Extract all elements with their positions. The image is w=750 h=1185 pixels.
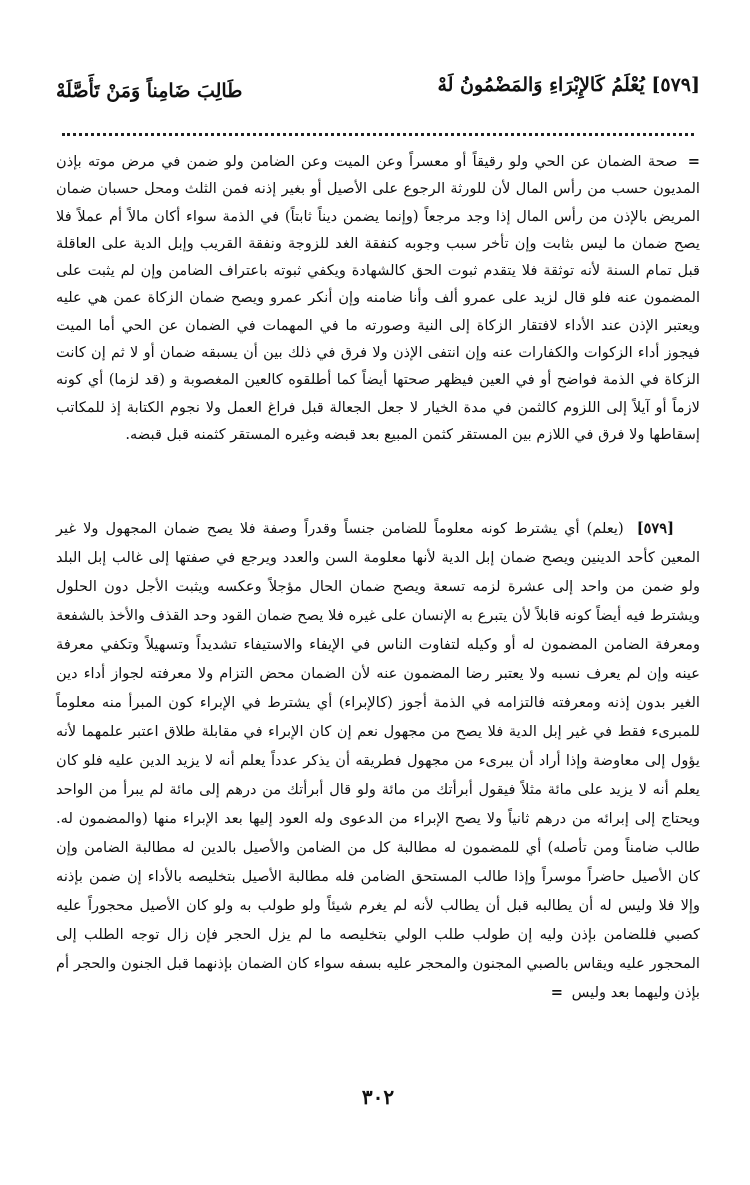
verse-first-hemistich: [٥٧٩] يُعْلَمُ كَالإِبْرَاءِ وَالمَضْمُونُ لَهْ	[437, 74, 700, 96]
continuation-marker-end: =	[550, 984, 563, 1001]
main-body-text	[56, 514, 700, 1074]
book-page	[56, 0, 700, 1185]
page-number: ٣٠٢	[361, 1085, 395, 1109]
footnote-commentary	[56, 148, 700, 520]
paragraph-number: [٥٧٩]	[636, 520, 675, 537]
dotted-separator	[62, 133, 694, 136]
verse-second-hemistich: طَالِبَ ضَامِناً وَمَنْ تَأَصَّلَهْ	[56, 80, 243, 102]
commentary-text: صحة الضمان عن الحي ولو رقيقاً أو معسراً وعن الميت وعن الضامن ولو ضمن في مرض موته بإذن المديون حسب من رأس المال لأن للورثة الرجوع على الأصيل أو بغير إذنه فمن الثلث ومحل حسبان ضمان المريض بالإذن من رأس المال إذا وجد مرجعاً (وإنما يضمن ديناً ثابتاً) في الذمة سواء أكان مالاً أم عملاً فلا يصح ضمان ما ليس بثابت وإن تأخر سبب وجوبه كنفقة الغد للزوجة ونفقة القريب وإبل الدية على العاقلة قبل تمام السنة لأنه توثقة فلا يتقدم ثبوت الحق كالشهادة ويكفي ثبوته باعتراف الضامن وإن لم يثبت على المضمون عنه فلو قال لزيد على عمرو ألف وأنا ضامنه وإن أنكر عمرو ويصح ضمان الزكاة عمن هي عليه ويعتبر الإذن عند الأداء لافتقار الزكاة إلى النية وصورته ما في المهمات في الضمان عن الحي أما الميت فيجوز أداء الزكوات والكفارات عنه وإن انتفى الإذن ولا فرق في ذلك بين أن يسبقه ضمان أو لا ثم إن كانت الزكاة في الذمة فواضح أو في العين فيظهر صحتها أيضاً كما أطلقوه كالعين المغصوبة و (قد لزما) أي كونه لازماً أو آيلاً إلى اللزوم كالثمن في مدة الخيار لا جعل الجعالة قبل فراغ العمل ولا نجوم الكتابة إذ للمكاتب إسقاطها ولا فرق في اللازم بين المستقر كثمن المبيع بعد قبضه وغيره المستقر كثمنه قبل قبضه.	[56, 153, 700, 443]
continuation-marker: =	[687, 153, 701, 170]
main-paragraph: (يعلم) أي يشترط كونه معلوماً للضامن جنساً وقدراً وصفة فلا يصح ضمان المجهول ولا غير المعين كأحد الدينين ويصح ضمان إبل الدية لأنها معلومة السن والعدد ويرجع في صفتها إلى غالب إبل البلد ولو ضمن من واحد إلى عشرة لزمه تسعة ويصح ضمان الحال مؤجلاً وعكسه ويثبت الأجل دون الحلول ويشترط فيه أيضاً كونه قابلاً لأن يتبرع به الإنسان على غيره فلا يصح ضمان القود وحد القذف والأخذ بالشفعة ومعرفة الضامن المضمون له أو وكيله لتفاوت الناس في الإيفاء والاستيفاء تشديداً وتسهيلاً وتكفي معرفة عينه وإن لم يعرف نسبه ولا يعتبر رضا المضمون عنه لأن الضمان محض التزام ولا معرفته لجواز أداء دين الغير بدون إذنه ومعرفته فالتزامه في الذمة أجوز (كالإبراء) أي يشترط في الإبراء كون المبرأ منه معلوماً للمبرىء فقط في غير إبل الدية فلا يصح من مجهول نعم إن كان الإبراء في مقابلة طلاق اعتبر علمهما لأنه يؤول إلى معاوضة وإذا أراد أن يبرىء من مجهول فطريقه أن يذكر عدداً يعلم أنه لا يزيد الدين عليه فلو كان يعلم أنه لا يزيد على مائة مثلاً فيقول أبرأتك من مائة ولو قال أبرأتك من درهم إلى مائة لم يبرأ من الواحد ويحتاج إلى إبرائه من درهم ثانياً ولا يصح الإبراء من الدعوى وله العود إليها بعد الإبراء منها (والمضمون له. طالب ضامناً ومن تأصله) أي للمضمون له مطالبة كل من الضامن والأصيل بالدين له مطالبة الضامن وإن كان الأصيل حاضراً موسراً وإذا طالب المستحق الضامن فله مطالبة الأصيل بتخليصه بالأداء إن ضمن بإذنه وإلا فلا وليس له أن يطالبه قبل أن يطالب لأنه لم يغرم شيئاً ولو طولب به ولو كان الأصيل محجوراً عليه كصبي فللضامن بإذن وليه إن طولب طلب الولي بتخليصه ما لم يزل الحجر فإن زال توجه الطلب إلى المحجور عليه ويقاس بالصبي المجنون والمحجر عليه بسفه سواء كان الضمان بإذنهما قبل الجنون والحجر أم بإذن وليهما بعد وليس	[56, 520, 700, 1001]
verse-header	[56, 74, 700, 114]
